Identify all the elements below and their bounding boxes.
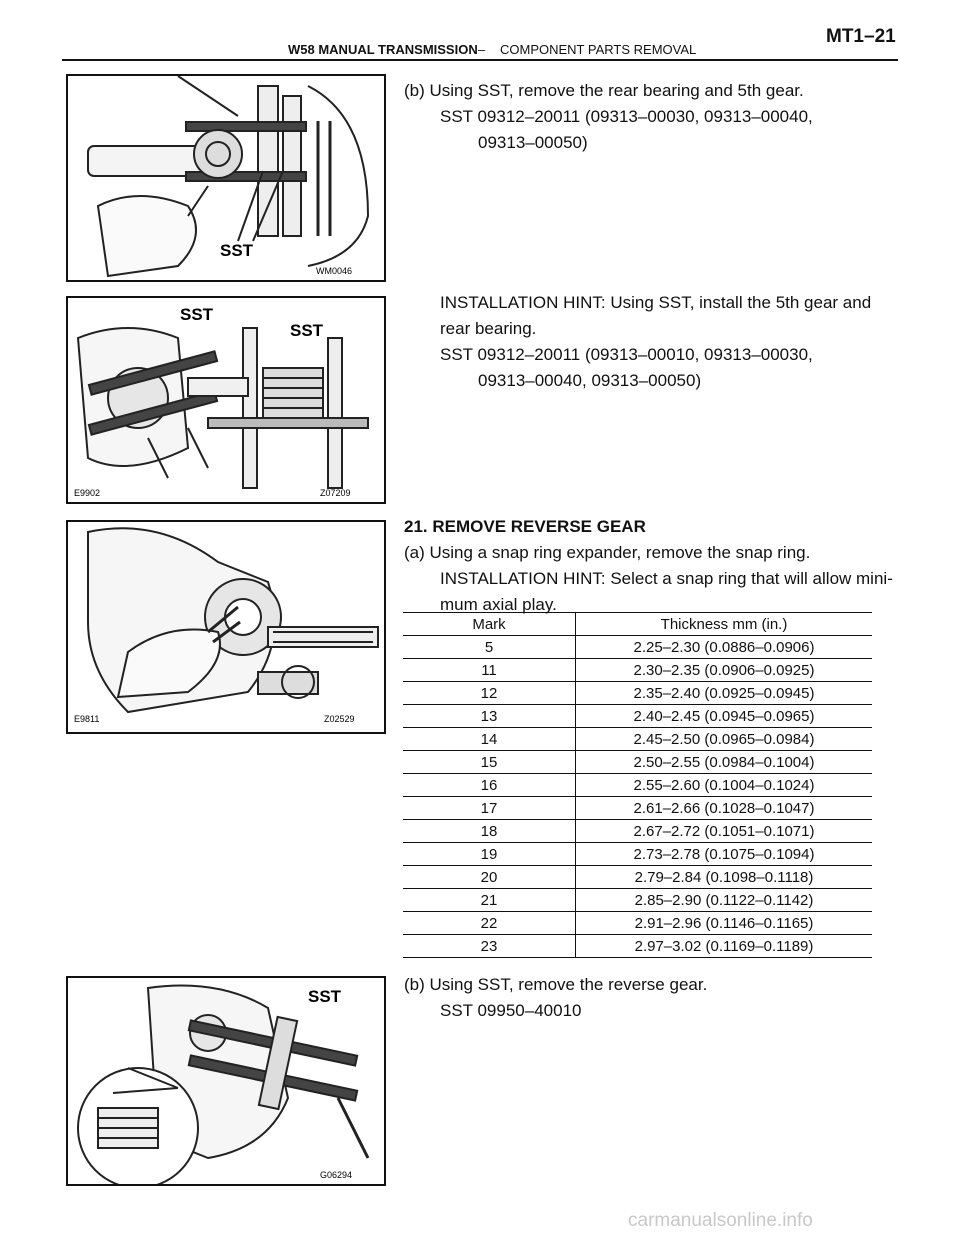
figure-rear-bearing-removal-drawing [68,76,384,280]
table-cell-thickness: 2.67–2.72 (0.1051–0.1071) [576,820,873,843]
table-cell-thickness: 2.35–2.40 (0.0925–0.0945) [576,682,873,705]
header-separator: – [478,42,486,57]
table-cell-mark: 21 [403,889,576,912]
table-cell-mark: 16 [403,774,576,797]
table-cell-mark: 11 [403,659,576,682]
step-b1-line1: (b) Using SST, remove the rear bearing and 5th gear. [404,81,804,100]
figure4-label-sst: SST [308,987,342,1006]
table-cell-thickness: 2.50–2.55 (0.0984–0.1004) [576,751,873,774]
page-number: MT1–21 [826,26,896,47]
table-cell-mark: 15 [403,751,576,774]
table-row [403,682,872,705]
table-row [403,820,872,843]
figure1-code: WM0046 [316,266,353,276]
figure4-code: G06294 [320,1170,353,1180]
table-cell-mark: 12 [403,682,576,705]
table-row [403,843,872,866]
step-b2-sst-line: SST 09950–40010 [440,1001,582,1020]
table-cell-thickness: 2.91–2.96 (0.1146–0.1165) [576,912,873,935]
table-row [403,797,872,820]
figure-fifth-gear-installation [66,296,386,504]
table-cell-thickness: 2.79–2.84 (0.1098–0.1118) [576,866,873,889]
figure-snap-ring-removal-drawing [68,522,384,732]
table-cell-thickness: 2.73–2.78 (0.1075–0.1094) [576,843,873,866]
install-hint1-line1: INSTALLATION HINT: Using SST, install the 5th gear and [440,293,872,312]
figure-reverse-gear-removal [66,976,386,1186]
header-rule [62,59,898,61]
figure3-code-left: E9811 [74,714,100,724]
table-cell-thickness: 2.40–2.45 (0.0945–0.0965) [576,705,873,728]
table-cell-mark: 17 [403,797,576,820]
figure-rear-bearing-removal [66,74,386,282]
step-b1-sst-line: SST 09312–20011 (09313–00030, 09313–00040, [440,107,813,126]
figure2-code-left: E9902 [74,488,101,498]
table-row [403,866,872,889]
step-b2-line1: (b) Using SST, remove the reverse gear. [404,975,708,994]
figure-reverse-gear-removal-drawing [68,978,384,1184]
table-row [403,774,872,797]
table-header-thickness: Thickness mm (in.) [576,613,873,636]
table-cell-mark: 22 [403,912,576,935]
header-title: W58 MANUAL TRANSMISSION [288,42,478,57]
table-row [403,912,872,935]
install-hint1-sst-line: SST 09312–20011 (09313–00010, 09313–00030, [440,345,813,364]
table-cell-mark: 19 [403,843,576,866]
table-cell-mark: 20 [403,866,576,889]
table-cell-thickness: 2.61–2.66 (0.1028–0.1047) [576,797,873,820]
step21-a-line: (a) Using a snap ring expander, remove the snap ring. [404,543,811,562]
install-hint1-line2: rear bearing. [440,319,537,338]
figure2-code-right: Z07209 [320,488,351,498]
table-cell-thickness: 2.30–2.35 (0.0906–0.0925) [576,659,873,682]
table-row [403,728,872,751]
figure-snap-ring-removal [66,520,386,734]
table-row [403,889,872,912]
header-subtitle: COMPONENT PARTS REMOVAL [500,42,697,57]
table-cell-thickness: 2.97–3.02 (0.1169–0.1189) [576,935,873,958]
table-row [403,705,872,728]
table-cell-mark: 23 [403,935,576,958]
table-cell-mark: 14 [403,728,576,751]
table-row [403,659,872,682]
snap-ring-thickness-table [403,612,872,958]
figure-fifth-gear-installation-drawing [68,298,384,502]
step21-hint-line2: mum axial play. [440,595,557,614]
figure2-label-sst-a: SST [180,305,214,324]
table-cell-mark: 13 [403,705,576,728]
figure1-label-sst: SST [220,241,254,260]
table-cell-thickness: 2.85–2.90 (0.1122–0.1142) [576,889,873,912]
watermark-text[interactable]: carmanualsonline.info [628,1210,813,1231]
install-hint1-sst-cont: 09313–00040, 09313–00050) [478,371,702,390]
step21-title: 21. REMOVE REVERSE GEAR [404,517,646,536]
table-row [403,636,872,659]
table-cell-mark: 5 [403,636,576,659]
table-row [403,751,872,774]
table-cell-thickness: 2.25–2.30 (0.0886–0.0906) [576,636,873,659]
table-cell-thickness: 2.45–2.50 (0.0965–0.0984) [576,728,873,751]
figure2-label-sst-b: SST [290,321,324,340]
figure3-code-right: Z02529 [324,714,355,724]
table-row [403,935,872,958]
table-header-row [403,613,872,636]
table-cell-mark: 18 [403,820,576,843]
step-b1-sst-cont: 09313–00050) [478,133,588,152]
table-cell-thickness: 2.55–2.60 (0.1004–0.1024) [576,774,873,797]
step21-hint-line1: INSTALLATION HINT: Select a snap ring that will allow mini- [440,569,893,588]
table-header-mark: Mark [403,613,576,636]
